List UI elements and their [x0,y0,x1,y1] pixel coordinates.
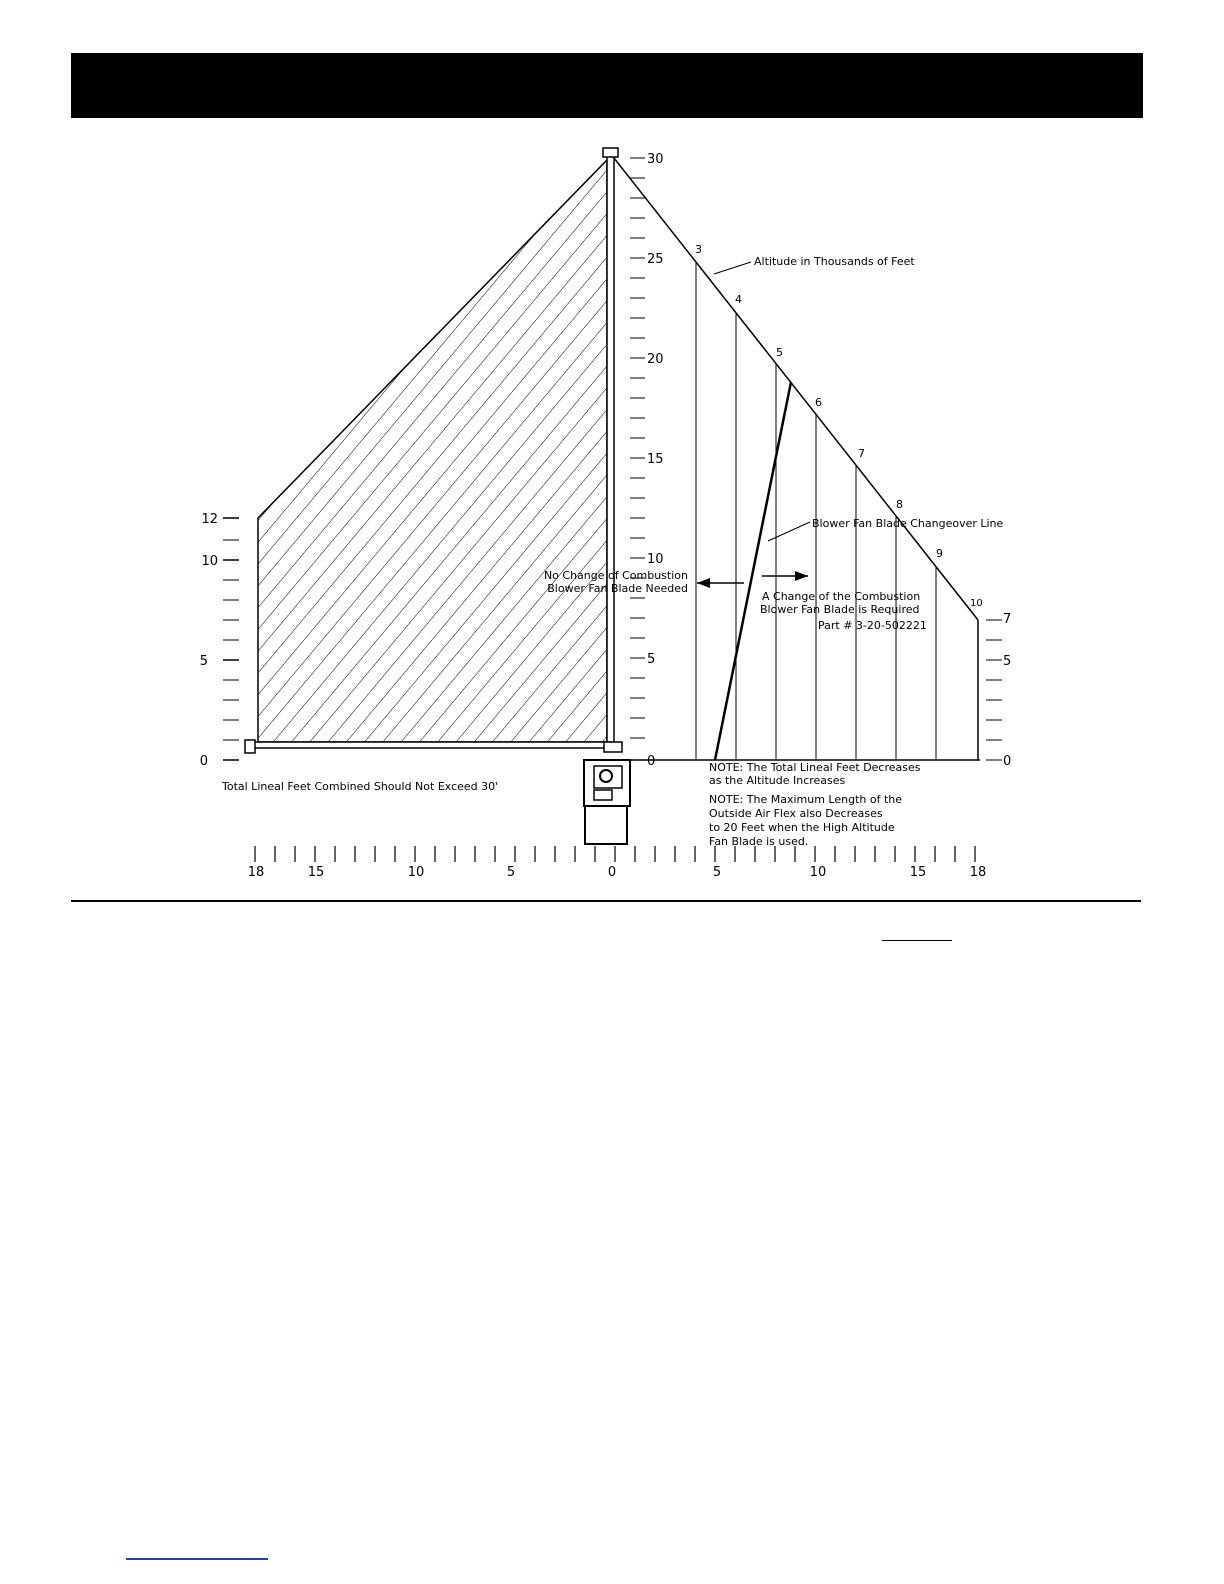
bottom-tick-15-right: 15 [909,865,927,880]
center-tick-0: 0 [647,754,656,769]
note2-line4: Fan Blade is used. [709,835,809,848]
vent-cap-top [603,148,618,157]
section-divider [71,900,1141,902]
altitude-labels [695,243,983,609]
vent-cap-left [245,740,255,753]
altitude-label-8: 8 [896,498,903,511]
hatched-region [258,160,607,742]
altitude-label-10: 10 [970,598,983,609]
horizontal-pipe [250,742,612,748]
left-tick-0: 0 [199,754,208,769]
no-change-note-line1: No Change of Combustion [543,569,688,582]
note2-line1: NOTE: The Maximum Length of the [709,793,902,806]
altitude-callout: Altitude in Thousands of Feet [754,255,915,268]
altitude-label-9: 9 [936,547,943,560]
vertical-pipe [607,156,614,746]
change-note-line2: Blower Fan Blade is Required [760,603,920,616]
left-tick-5: 5 [199,654,208,669]
center-tick-5: 5 [647,652,656,667]
left-scale [200,512,239,769]
center-tick-25: 25 [647,252,664,267]
bottom-tick-10-right: 10 [809,865,827,880]
center-scale [630,152,664,769]
left-tick-12: 12 [201,512,218,527]
part-number: Part # 3-20-502221 [818,619,927,632]
note1-line2: as the Altitude Increases [709,774,846,787]
bottom-tick-0: 0 [607,865,617,880]
left-tick-10: 10 [201,554,218,569]
right-tick-0: 0 [1003,754,1012,769]
altitude-label-7: 7 [858,447,865,460]
center-tick-15: 15 [647,452,664,467]
bottom-tick-5-right: 5 [712,865,722,880]
elbow-fitting [604,742,622,752]
right-scale [986,612,1011,769]
bottom-tick-15-left: 15 [307,865,325,880]
link-underline [126,1558,268,1560]
changeover-line [715,382,791,760]
bottom-tick-10-left: 10 [407,865,425,880]
bottom-scale [248,846,987,880]
heater-unit [584,760,630,844]
altitude-label-4: 4 [735,293,742,306]
altitude-label-3: 3 [695,243,702,256]
changeover-callout: Blower Fan Blade Changeover Line [812,517,1004,530]
bottom-tick-18-left: 18 [247,865,265,880]
right-tick-5: 5 [1003,654,1012,669]
altitude-chart [614,158,980,760]
altitude-label-5: 5 [776,346,783,359]
right-tick-7: 7 [1003,612,1012,627]
altitude-label-6: 6 [815,396,822,409]
note2-line3: to 20 Feet when the High Altitude [709,821,895,834]
underline-mark [882,940,952,941]
change-note-line1: A Change of the Combustion [762,590,921,603]
bottom-tick-5-left: 5 [506,865,516,880]
note1-line1: NOTE: The Total Lineal Feet Decreases [709,761,921,774]
total-lineal-note: Total Lineal Feet Combined Should Not Exceed 30' [222,780,499,793]
center-tick-10: 10 [647,552,664,567]
center-tick-30: 30 [647,152,664,167]
note2-line2: Outside Air Flex also Decreases [709,807,883,820]
center-tick-20: 20 [647,352,664,367]
bottom-tick-18-right: 18 [969,865,987,880]
no-change-note-line2: Blower Fan Blade Needed [547,582,688,595]
